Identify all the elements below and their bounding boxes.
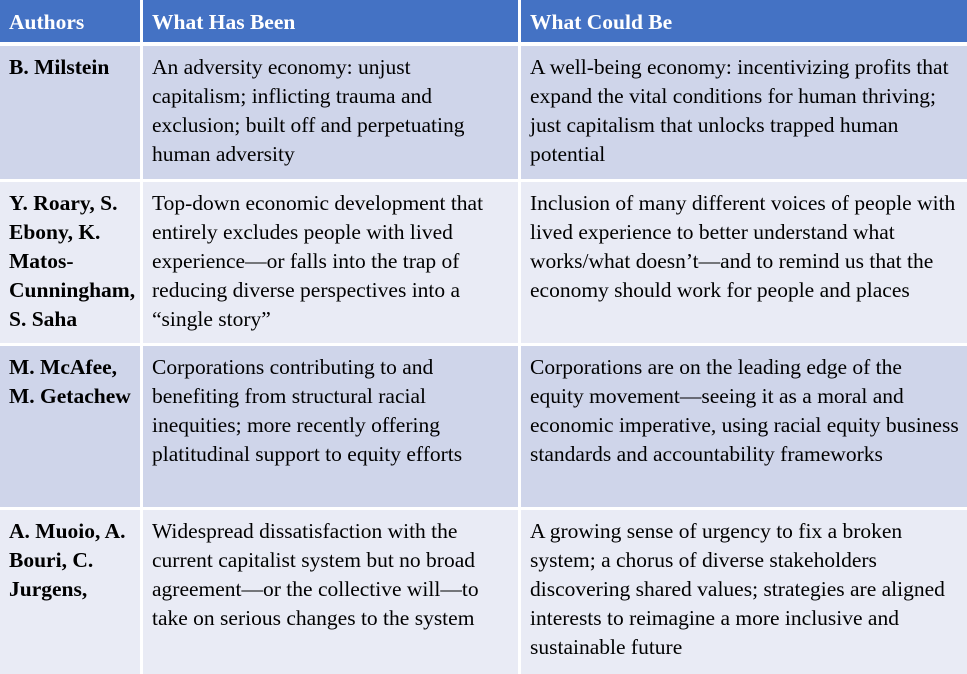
table-row <box>0 510 967 674</box>
what-could-be-cell: A growing sense of urgency to fix a broken system; a chorus of diverse stakeholders discovering shared values; strategies are aligned interests to reimagine a more inclusive and sustainable future <box>521 510 967 674</box>
header-authors: Authors <box>0 0 143 46</box>
what-has-been-cell: Widespread dissatisfaction with the current capitalist system but no broad agreement—or the collective will—to take on serious changes to the system <box>143 510 521 674</box>
table-row <box>0 46 967 182</box>
table-row <box>0 182 967 346</box>
authors-cell: B. Milstein <box>0 46 143 182</box>
table-row <box>0 346 967 510</box>
what-could-be-cell: Inclusion of many different voices of people with lived experience to better understand what works/what doesn’t—and to remind us that the economy should work for people and places <box>521 182 967 346</box>
what-has-been-cell: Corporations contributing to and benefiting from structural racial inequities; more recently offering platitudinal support to equity efforts <box>143 346 521 510</box>
authors-cell: A. Muoio, A. Bouri, C. Jurgens, <box>0 510 143 674</box>
what-could-be-cell: Corporations are on the leading edge of the equity movement—seeing it as a moral and economic imperative, using racial equity business standards and accountability frameworks <box>521 346 967 510</box>
header-what-has-been: What Has Been <box>143 0 521 46</box>
what-could-be-cell: A well-being economy: incentivizing profits that expand the vital conditions for human thriving; just capitalism that unlocks trapped human potential <box>521 46 967 182</box>
what-has-been-cell: Top-down economic development that entirely excludes people with lived experience—or falls into the trap of reducing diverse perspectives into a “single story” <box>143 182 521 346</box>
authors-cell: Y. Roary, S. Ebony, K. Matos-Cunningham, S. Saha <box>0 182 143 346</box>
authors-cell: M. McAfee, M. Getachew <box>0 346 143 510</box>
what-has-been-cell: An adversity economy: unjust capitalism; inflicting trauma and exclusion; built off and perpetuating human adversity <box>143 46 521 182</box>
header-row <box>0 0 967 46</box>
header-what-could-be: What Could Be <box>521 0 967 46</box>
